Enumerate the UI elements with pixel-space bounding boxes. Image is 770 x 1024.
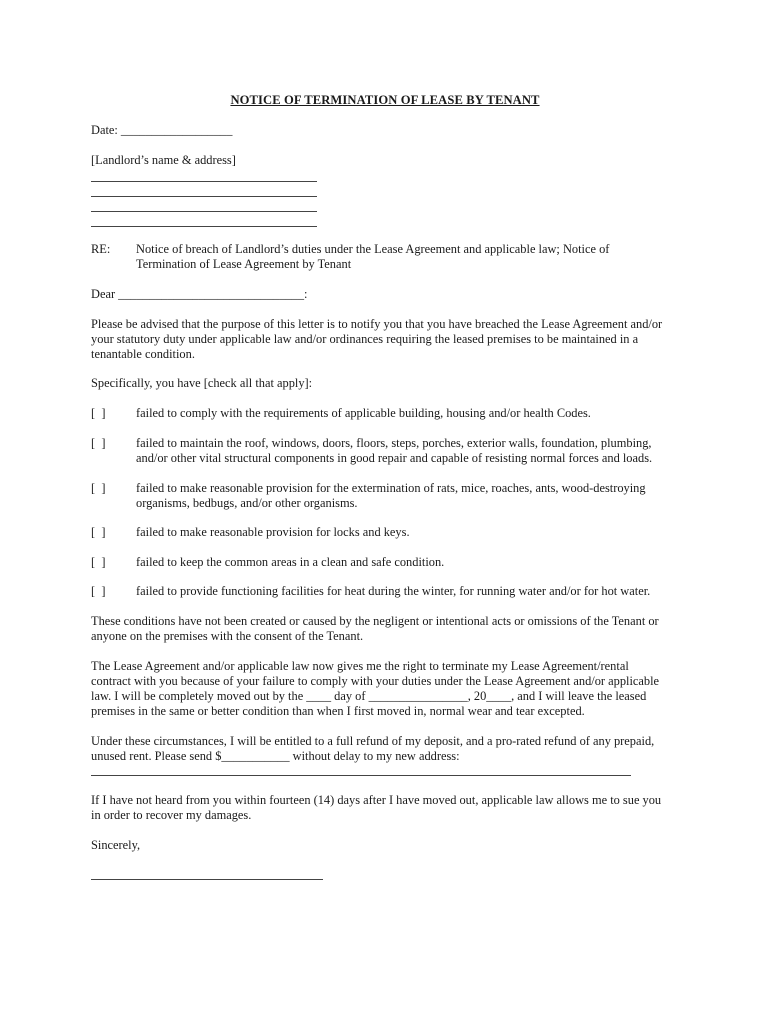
refund-paragraph: [91, 734, 681, 764]
re-line: Termination of Lease Agreement by Tenant: [136, 257, 352, 271]
paragraph-line: your statutory duty under applicable law and/or ordinances requiring the leased premises to be maintained in a: [91, 332, 639, 346]
checkbox[interactable]: [ ]: [91, 584, 106, 598]
salutation[interactable]: Dear ______________________________:: [91, 287, 308, 301]
paragraph-line: These conditions have not been created or caused by the negligent or intentional acts or omissions of the Tenant or: [91, 614, 659, 628]
paragraph-line: in order to recover my damages.: [91, 808, 252, 822]
paragraph-line: The Lease Agreement and/or applicable law now gives me the right to terminate my Lease Agreement/rental: [91, 659, 629, 673]
checkbox[interactable]: [ ]: [91, 436, 106, 450]
item-line: failed to make reasonable provision for locks and keys.: [136, 525, 410, 539]
paragraph-line: If I have not heard from you within fourteen (14) days after I have moved out, applicable law allows me to sue you: [91, 793, 662, 807]
paragraph-line: contract with you because of your failure to comply with your duties under the Lease Agreement and/or applicable: [91, 674, 660, 688]
document-title: NOTICE OF TERMINATION OF LEASE BY TENANT: [230, 93, 540, 107]
address-line-2[interactable]: [91, 196, 317, 197]
checklist-item: [136, 525, 410, 540]
checklist-item: [136, 555, 444, 570]
re-subject: [136, 242, 609, 272]
move-out-date-line[interactable]: law. I will be completely moved out by the ____ day of ________________, 20____, and I will leave the leased: [91, 689, 647, 703]
landlord-label: [Landlord’s name & address]: [91, 153, 236, 167]
date-field[interactable]: Date: __________________: [91, 123, 233, 137]
termination-right-paragraph: [91, 659, 681, 719]
checklist-item: [136, 481, 646, 511]
paragraph-line: premises in the same or better condition than when I first moved in, normal wear and tear excepted.: [91, 704, 585, 718]
address-line-4[interactable]: [91, 226, 317, 227]
signature-line[interactable]: [91, 879, 323, 880]
paragraph-line: Please be advised that the purpose of this letter is to notify you that you have breached the Lease Agreement and/or: [91, 317, 663, 331]
checkbox[interactable]: [ ]: [91, 481, 106, 495]
checkbox[interactable]: [ ]: [91, 555, 106, 569]
specifically-heading: Specifically, you have [check all that apply]:: [91, 376, 313, 390]
item-line: failed to comply with the requirements of applicable building, housing and/or health Codes.: [136, 406, 591, 420]
checkbox[interactable]: [ ]: [91, 525, 106, 539]
refund-amount-line[interactable]: unused rent. Please send $___________ without delay to my new address:: [91, 749, 460, 763]
item-line: failed to provide functioning facilities for heat during the winter, for running water and/or for hot water.: [136, 584, 651, 598]
item-line: failed to keep the common areas in a clean and safe condition.: [136, 555, 445, 569]
re-label: RE:: [91, 242, 111, 256]
paragraph-line: tenantable condition.: [91, 347, 195, 361]
paragraph-line: Under these circumstances, I will be entitled to a full refund of my deposit, and a pro-rated refund of any prepaid,: [91, 734, 655, 748]
conditions-paragraph: [91, 614, 681, 644]
re-line: Notice of breach of Landlord’s duties under the Lease Agreement and applicable law; Notice of: [136, 242, 610, 256]
item-line: failed to make reasonable provision for the extermination of rats, mice, roaches, ants, wood-destroying: [136, 481, 646, 495]
closing: Sincerely,: [91, 838, 141, 852]
checkbox[interactable]: [ ]: [91, 406, 106, 420]
checklist-item: [136, 584, 650, 599]
item-line: organisms, bedbugs, and/or other organisms.: [136, 496, 358, 510]
item-line: failed to maintain the roof, windows, doors, floors, steps, porches, exterior walls, foundation, plumbing,: [136, 436, 652, 450]
lawsuit-paragraph: [91, 793, 681, 823]
checklist-item: [136, 406, 591, 421]
item-line: and/or other vital structural components in good repair and capable of resisting normal forces and loads.: [136, 451, 653, 465]
new-address-line[interactable]: [91, 775, 631, 776]
paragraph-line: anyone on the premises with the consent of the Tenant.: [91, 629, 364, 643]
intro-paragraph: [91, 317, 681, 362]
address-line-1[interactable]: [91, 181, 317, 182]
checklist-item: [136, 436, 652, 466]
address-line-3[interactable]: [91, 211, 317, 212]
